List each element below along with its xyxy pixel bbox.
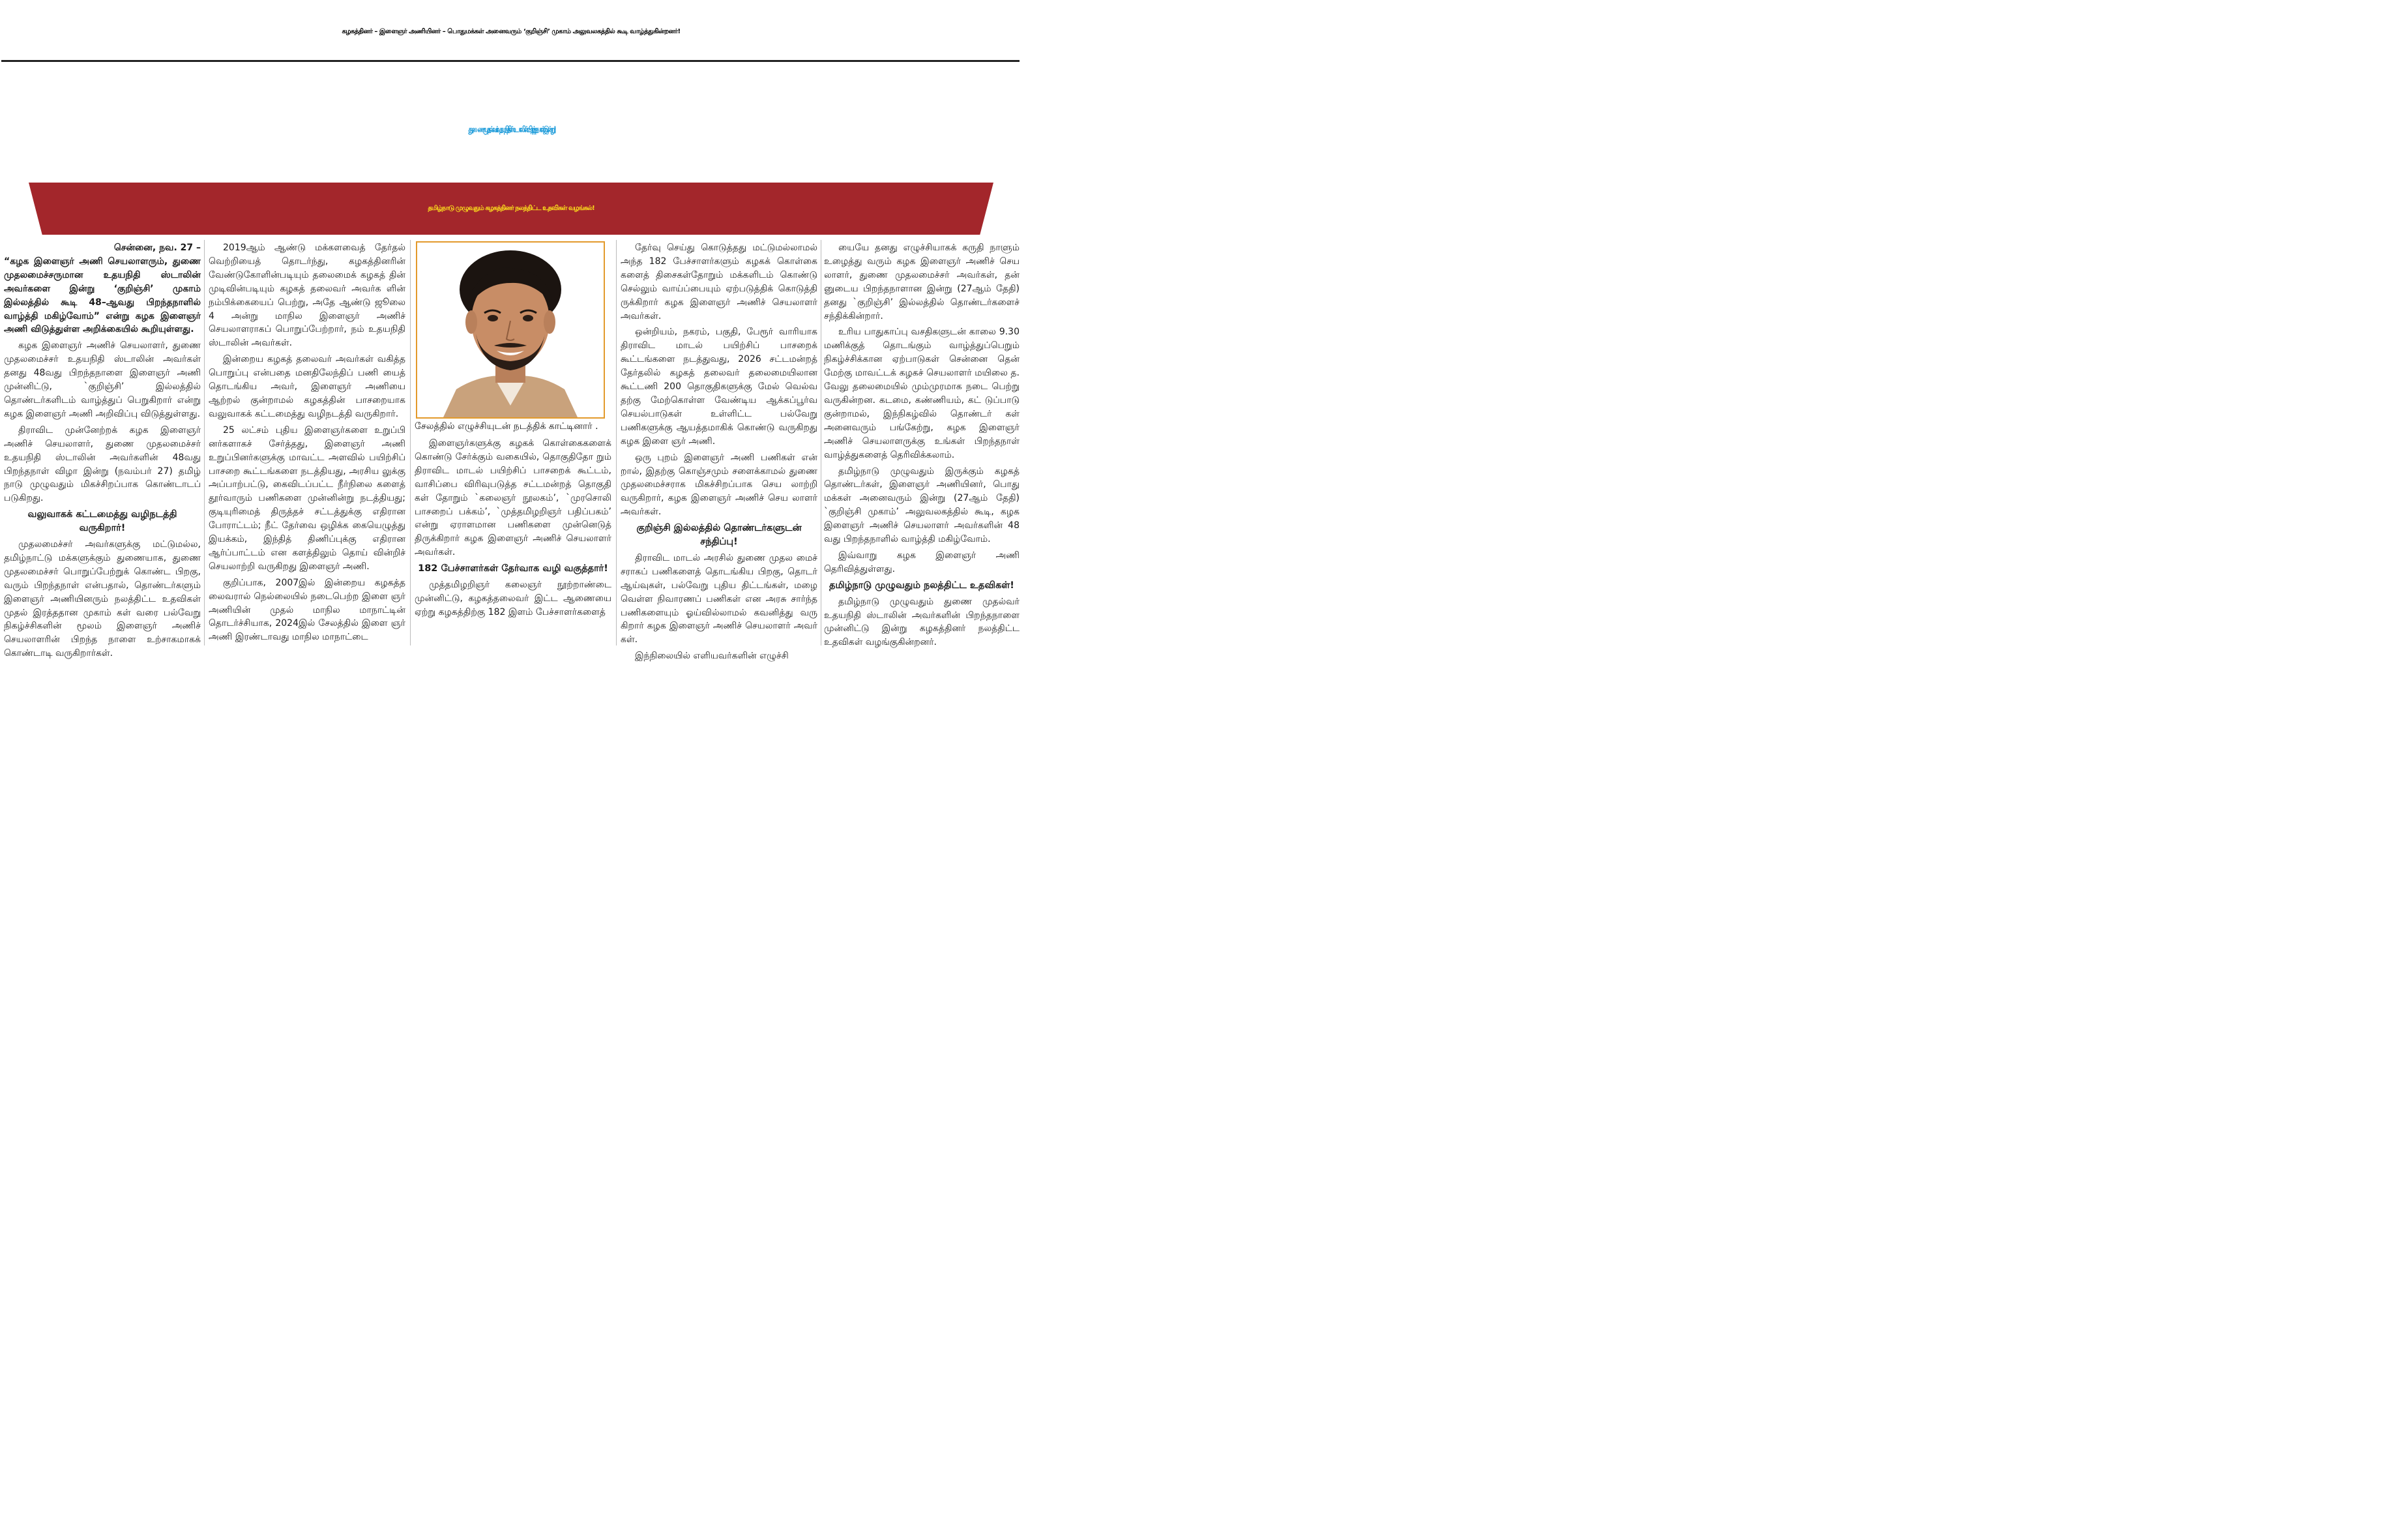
photo-caption: சேலத்தில் எழுச்சியுடன் நடத்திக் காட்டினார் .: [415, 421, 598, 432]
paragraph: இவ்வாறு கழக இளைஞர் அணி தெரிவித்துள்ளது.: [824, 550, 1020, 574]
paragraph: 2019ஆம் ஆண்டு மக்களவைத் தேர்தல் வெற்றியைத் தொடர்ந்து, கழகத்தினரின் வேண்டுகோளின்படியும் தலைமைக் கழகத் தின் முடிவின்படியும் கழகத் தலைவர் அவர்க ளின் நம்பிக்கையைப் பெற்று, அதே ஆண்டு ஜூலை 4 அன்று மாநில இளைஞர் அணிச் செயலாளராகப் பொறுப்பேற்றார், நம் உதயநிதி ஸ்டாலின் அவர்கள்.: [209, 243, 405, 349]
column-divider: [616, 240, 617, 645]
paragraph: திராவிட மாடல் அரசில் துணை முதல மைச் சராகப் பணிகளைத் தொடங்கிய பிறகு, தொடர் ஆய்வுகள், பல்வேறு புதிய திட்டங்கள், மழை வெள்ள நிவாரணப் பணிகள் என அரசு சார்ந்த பணிகளையும் ஓய்வில்லாமல் கவனித்து வரு கிறார் கழக இளைஞர் அணிச் செயலாளர் அவர் கள்.: [621, 552, 817, 645]
paragraph: முதலமைச்சர் அவர்களுக்கு மட்டுமல்ல, தமிழ்நாட்டு மக்களுக்கும் துணையாக, துணை முதலமைச்சர் பொறுப்பேற்றுக் கொண்ட பிறகு, வரும் பிறந்தநாள் என்பதால், தொண்டர்களும் இளைஞர் அணியினரும் நலத்திட்ட உதவிகள் முதல் இரத்ததான முகாம் கள் வரை பல்வேறு நிகழ்ச்சிகளின் மூலம் இளைஞர் அணிச் செயலாளரின் பிறந்த நாளை உற்சாகமாகக் கொண்டாடி வருகிறார்கள்.: [4, 539, 201, 659]
lead-paragraph: “கழக இளைஞர் அணி செயலாளரும், துணை முதலமைச்சருமான உதயநிதி ஸ்டாலின் அவர்களை இன்று ‘குறிஞ்சி’ முகாம் இல்லத்தில் கூடி 48–ஆவது பிறந்தநாளில் வாழ்த்தி மகிழ்வோம்” என்று கழக இளைஞர் அணி விடுத்துள்ள அறிக்கையில் கூறியுள்ளது.: [4, 256, 201, 335]
article-column-5: [824, 241, 1020, 648]
portrait-illustration: [417, 243, 604, 417]
dateline: சென்னை, நவ. 27 –: [113, 243, 201, 253]
article-column-4: [621, 241, 817, 662]
article-column-3: [415, 437, 611, 645]
main-headline: துணை முதல்வர் உதயநிதி ஸ்டாலின் பிறந்தநாள் இன்று!: [468, 125, 554, 135]
article-column-2: [209, 241, 405, 645]
paragraph: 25 லட்சம் புதிய இளைஞர்களை உறுப்பி னர்களாகச் சேர்த்தது, இளைஞர் அணி உறுப்பினர்களுக்கு மாவட்ட அளவில் பயிற்சிப் பாசறை கூட்டங்களை நடத்தியது, அரசிய லுக்கு அப்பாற்பட்டு, கைவிடப்பட்ட நீர்நிலை களைத் தூர்வாரும் பணிகளை முன்னின்று நடத்தியது; குடியுரிமைத் திருத்தச் சட்டத்துக்கு எதிரான போராட்டம்; நீட் தேர்வை ஒழிக்க கையெழுத்து இயக்கம், இந்தித் திணிப்புக்கு எதிரான ஆர்ப்பாட்டம் என களத்திலும் தொய் வின்றிச் செயலாற்றி வருகிறது இளைஞர் அணி.: [209, 424, 405, 572]
paragraph: உரிய பாதுகாப்பு வசதிகளுடன் காலை 9.30 மணிக்குத் தொடங்கும் வாழ்த்துப்பெறும் நிகழ்ச்சிக்கான ஏற்பாடுகள் சென்னை தென் மேற்கு மாவட்டக் கழகச் செயலாளர் மயிலை த. வேலு தலைமையில் மும்முரமாக நடை பெற்று வருகின்றன. கடமை, கண்ணியம், கட் டுப்பாடு குன்றாமல், இந்நிகழ்வில் தொண்டர் கள் அனைவரும் பங்கேற்று, கழக இளைஞர் அணிச் செயலாளருக்கு உங்கள் பிறந்தநாள் வாழ்த்துகளைத் தெரிவிக்கலாம்.: [824, 327, 1020, 460]
column-divider: [204, 240, 205, 645]
kicker-headline: கழகத்தினர் – இளைஞர் அணியினர் – பொதுமக்கள் அனைவரும் ‘குறிஞ்சி’ முகாம் அலுவலகத்தில் கூடி வாழ்த்துகின்றனர்!: [342, 28, 681, 35]
paragraph: யையே தனது எழுச்சியாகக் கருதி நாளும் உழைத்து வரும் கழக இளைஞர் அணிச் செய லாளர், துணை முதலமைச்சர் அவர்கள், தன் னுடைய பிறந்தநாளான இன்று (27ஆம் தேதி) தனது `குறிஞ்சி’ இல்லத்தில் தொண்டர்களைச் சந்திக்கின்றார்.: [824, 243, 1020, 321]
paragraph: கழக இளைஞர் அணிச் செயலாளர், துணை முதலமைச்சர் உதயநிதி ஸ்டாலின் அவர்கள் தனது 48வது பிறந்தநாளை இளைஞர் அணி முன்னிட்டு, `குறிஞ்சி’ இல்லத்தில் தொண்டர்களிடம் வாழ்த்துப் பெறுகிறார் என்று கழக இளைஞர் அணி அறிவிப்பு விடுத்துள்ளது.: [4, 340, 201, 419]
column-divider: [410, 240, 411, 645]
subheading: 182 பேச்சாளர்கள் தேர்வாக வழி வகுத்தார்!: [418, 563, 608, 574]
article-column-1: [4, 241, 201, 659]
paragraph: முத்தமிழறிஞர் கலைஞர் நூற்றாண்டை முன்னிட்டு, கழகத்தலைவர் இட்ட ஆணையை ஏற்று கழகத்திற்கு 182 இளம் பேச்சாளர்களைத்: [415, 580, 611, 617]
paragraph: இந்நிலையில் எளியவர்களின் எழுச்சி: [635, 651, 789, 662]
paragraph: தேர்வு செய்து கொடுத்தது மட்டுமல்லாமல் அந்த 182 பேச்சாளர்களும் கழகக் கொள்கை களைத் திசைகள்தோறும் மக்களிடம் கொண்டு செல்லும் வாய்ப்பையும் ஏற்படுத்திக் கொடுத்தி ருக்கிறார் கழக இளைஞர் அணிச் செயலாளர் அவர்கள்.: [621, 243, 817, 321]
paragraph: இன்றைய கழகத் தலைவர் அவர்கள் வகித்த பொறுப்பு என்பதை மனதிலேந்திப் பணி யைத் தொடங்கிய அவர், இளைஞர் அணியை ஆற்றல் குன்றாமல் கழகத்தின் பாசறையாக வலுவாகக் கட்டமைத்து வழிநடத்தி வருகிறார்.: [209, 354, 405, 419]
paragraph: தமிழ்நாடு முழுவதும் இருக்கும் கழகத் தொண்டர்கள், இளைஞர் அணியினர், பொது மக்கள் அனைவரும் இன்று (27ஆம் தேதி) `குறிஞ்சி முகாம்’ அலுவலகத்தில் கூடி, கழக இளைஞர் அணிச் செயலாளர் அவர்களின் 48 வது பிறந்தநாளில் வாழ்த்தி மகிழ்வோம்.: [824, 466, 1020, 545]
paragraph: ஒரு புறம் இளைஞர் அணி பணிகள் என் றால், இதற்கு கொஞ்சமும் சளைக்காமல் துணை முதலமைச்சராக மிகச்சிறப்பாக செய லாற்றி வருகிறார், கழக இளைஞர் அணிச் செய லாளர் அவர்கள்.: [621, 452, 817, 518]
banner-headline: தமிழ்நாடு முழுவதும் கழகத்தினர் நலத்திட்ட உதவிகள் வழங்கல்!: [428, 205, 595, 212]
paragraph: குறிப்பாக, 2007இல் இன்றைய கழகத்த லைவரால் நெல்லையில் நடைபெற்ற இளை ஞர் அணியின் முதல் மாநில மாநாட்டின் தொடர்ச்சியாக, 2024இல் சேலத்தில் இளை ஞர் அணி இரண்டாவது மாநில மாநாட்டை: [209, 577, 405, 643]
paragraph: திராவிட முன்னேற்றக் கழக இளைஞர் அணிச் செயலாளர், துணை முதலமைச்சர் உதயநிதி ஸ்டாலின் அவர்களின் 48வது பிறந்தநாள் விழா இன்று (நவம்பர் 27) தமிழ் நாடு முழுவதும் மிகச்சிறப்பாக கொண்டாடப் படுகிறது.: [4, 424, 201, 504]
portrait-photo: [416, 241, 605, 419]
subheading: தமிழ்நாடு முழுவதும் நலத்திட்ட உதவிகள்!: [829, 580, 1014, 591]
subheading: வலுவாகக் கட்டமைத்து வழிநடத்தி வருகிறார்!: [27, 509, 177, 534]
paragraph: தமிழ்நாடு முழுவதும் துணை முதல்வர் உதயநிதி ஸ்டாலின் அவர்களின் பிறந்தநாளை முன்னிட்டு இன்று கழகத்தினர் நலத்திட்ட உதவிகள் வழங்குகின்றனர்.: [824, 596, 1020, 648]
paragraph: இளைஞர்களுக்கு கழகக் கொள்கைகளைக் கொண்டு சேர்க்கும் வகையில், தொகுதிதோ றும் திராவிட மாடல் பயிற்சிப் பாசறைக் கூட்டம், வாசிப்பை விரிவுபடுத்த சட்டமன்றத் தொகுதி கள் தோறும் `கலைஞர் நூலகம்’, `முரசொலி பாசறைப் பக்கம்’, `முத்தமிழறிஞர் பதிப்பகம்’ என்று ஏராளமான பணிகளை முன்னெடுத் திருக்கிறார் கழக இளைஞர் அணிச் செயலாளர் அவர்கள்.: [415, 438, 611, 558]
paragraph: ஒன்றியம், நகரம், பகுதி, பேரூர் வாரியாக திராவிட மாடல் பயிற்சிப் பாசறைக் கூட்டங்களை நடத்துவது, 2026 சட்டமன்றத் தேர்தலில் கழகத் தலைவர் தலைமையிலான கூட்டணி 200 தொகுதிகளுக்கு மேல் வெல்வ தற்கு மேற்கொள்ள வேண்டிய ஆக்கப்பூர்வ செயல்பாடுகள் உள்ளிட்ட பல்வேறு பணிகளுக்கு ஆயத்தமாகிக் கொண்டு வருகிறது கழக இளை ஞர் அணி.: [621, 327, 817, 447]
subheading: குறிஞ்சி இல்லத்தில் தொண்டர்களுடன் சந்திப்பு!: [636, 523, 802, 548]
